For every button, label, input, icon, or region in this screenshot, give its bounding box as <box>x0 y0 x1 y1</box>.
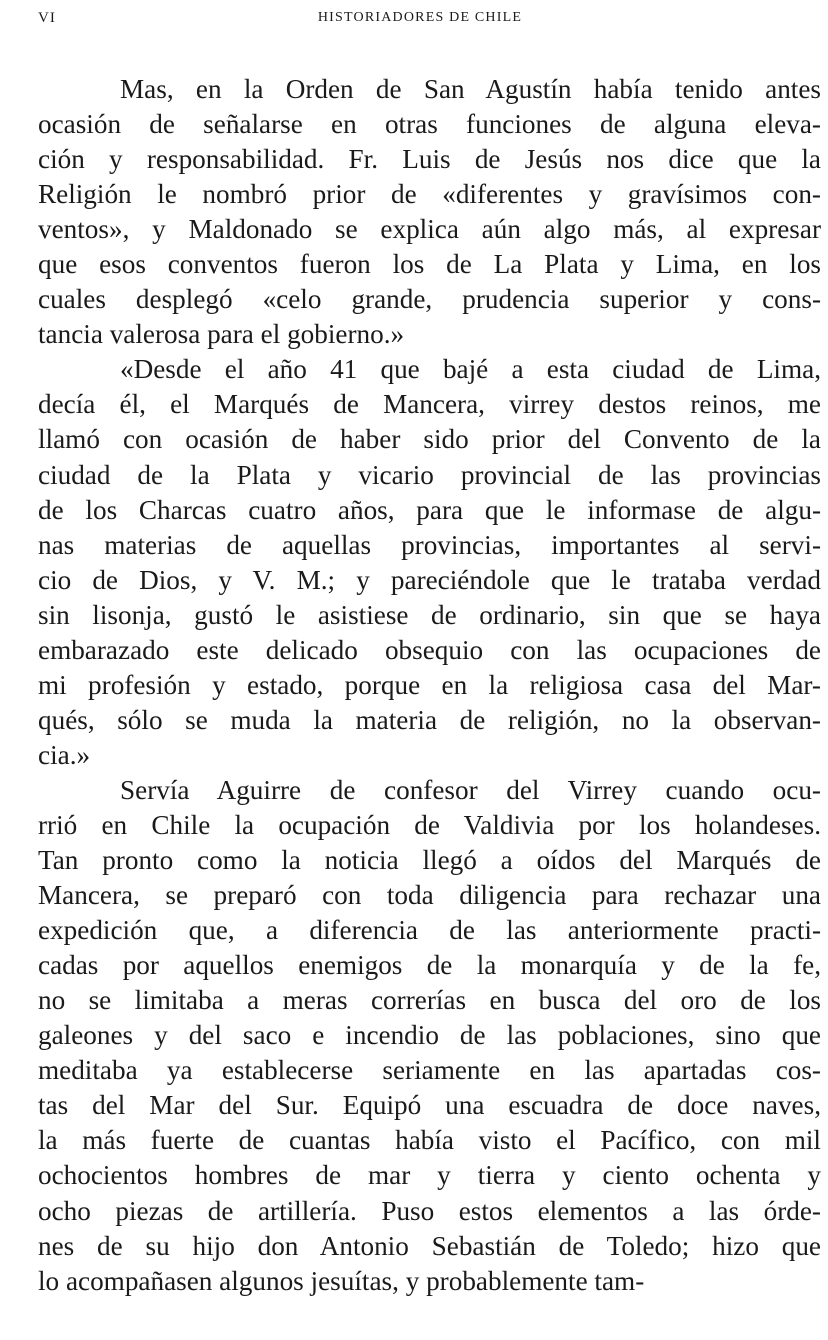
text-line: decía él, el Marqués de Mancera, virrey destos reinos, me <box>38 389 821 420</box>
text-line: ción y responsabilidad. Fr. Luis de Jesús nos dice que la <box>38 144 821 175</box>
paragraph <box>38 773 821 1299</box>
paragraph <box>38 352 821 773</box>
text-line: que esos conventos fueron los de La Plata y Lima, en los <box>38 249 821 280</box>
text-line: lo acompañasen algunos jesuítas, y probablemente tam- <box>38 1265 645 1296</box>
text-line: no se limitaba a meras correrías en busca del oro de los <box>38 985 821 1016</box>
text-line: sin lisonja, gustó le asistiese de ordinario, sin que se haya <box>38 599 821 630</box>
text-line: Mas, en la Orden de San Agustín había tenido antes <box>120 74 821 104</box>
text-line: expedición que, a diferencia de las anteriormente practi- <box>38 915 821 946</box>
text-line: rrió en Chile la ocupación de Valdivia por los holandeses. <box>38 809 821 840</box>
book-title: HISTORIADORES DE CHILE <box>317 10 523 25</box>
text-line: la más fuerte de cuantas había visto el Pacífico, con mil <box>38 1125 821 1156</box>
text-line: ocho piezas de artillería. Puso estos elementos a las órde- <box>38 1195 821 1226</box>
text-line: cadas por aquellos enemigos de la monarquía y de la fe, <box>38 950 821 981</box>
text-line: galeones y del saco e incendio de las poblaciones, sino que <box>38 1020 821 1051</box>
text-line: Religión le nombró prior de «diferentes y gravísimos con- <box>38 179 821 210</box>
text-line: tas del Mar del Sur. Equipó una escuadra de doce naves, <box>38 1090 821 1121</box>
text-line: ochocientos hombres de mar y tierra y ciento ochenta y <box>38 1160 821 1191</box>
text-line: qués, sólo se muda la materia de religión, no la observan- <box>38 704 821 735</box>
paragraph <box>38 72 821 352</box>
text-line: mi profesión y estado, porque en la religiosa casa del Mar- <box>38 669 821 700</box>
text-line: cia.» <box>38 739 91 770</box>
text-line: ciudad de la Plata y vicario provincial de las provincias <box>38 459 821 490</box>
text-line: nas materias de aquellas provincias, importantes al servi- <box>38 529 821 560</box>
text-line: de los Charcas cuatro años, para que le informase de algu- <box>38 494 821 525</box>
text-line: nes de su hijo don Antonio Sebastián de Toledo; hizo que <box>38 1230 821 1261</box>
page-number: VI <box>38 10 56 26</box>
text-line: llamó con ocasión de haber sido prior del Convento de la <box>38 424 821 455</box>
text-line: cuales desplegó «celo grande, prudencia superior y cons- <box>38 284 821 315</box>
text-line: cio de Dios, y V. M.; y pareciéndole que le trataba verdad <box>38 564 821 595</box>
body-text <box>38 72 821 1299</box>
text-line: Mancera, se preparó con toda diligencia para rechazar una <box>38 880 821 911</box>
text-line: meditaba ya establecerse seriamente en las apartadas cos- <box>38 1055 821 1086</box>
text-line: tancia valerosa para el gobierno.» <box>38 319 405 350</box>
text-line: embarazado este delicado obsequio con las ocupaciones de <box>38 634 821 665</box>
running-head <box>38 10 802 36</box>
text-line: ventos», y Maldonado se explica aún algo más, al expresar <box>38 214 821 245</box>
text-line: Tan pronto como la noticia llegó a oídos del Marqués de <box>38 845 821 876</box>
text-line: ocasión de señalarse en otras funciones de alguna eleva- <box>38 109 821 140</box>
text-line: «Desde el año 41 que bajé a esta ciudad de Lima, <box>120 354 821 385</box>
text-line: Servía Aguirre de confesor del Virrey cuando ocu- <box>120 774 821 805</box>
